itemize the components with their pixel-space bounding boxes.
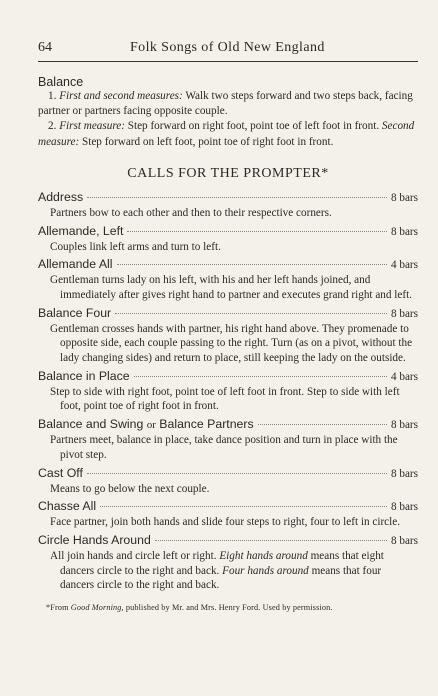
call-desc-emphasis-1: Eight hands around [219,549,308,562]
call-entry [38,466,418,497]
call-description: Face partner, join both hands and slide four steps to right, four to left in circle. [50,516,401,529]
balance-para1-text: Walk two steps forward and two steps back, facing partner or partners facing opposite couple. [38,90,413,118]
dot-leader [127,231,387,232]
call-bars: 4 bars [390,370,418,383]
footnote-rest: published by Mr. and Mrs. Henry Ford. Used by permission. [125,603,333,613]
dot-leader [115,313,387,314]
call-desc-part-c: means that eight dancers circle to the right and back. [60,549,384,577]
dot-leader [87,197,387,198]
call-description [38,549,418,593]
balance-para2-text-1: Step forward on right foot, point toe of left foot in front. [127,120,380,133]
call-desc-emphasis-2: Four hands around [222,564,309,577]
call-name: Balance in Place [38,368,130,383]
call-entry [38,499,418,530]
call-bars: 8 bars [390,501,418,514]
call-line [38,466,418,482]
call-name-or: or [146,419,156,432]
call-line [38,533,418,549]
call-line [38,257,418,273]
footnote-prefix: *From [46,603,69,613]
call-name: Allemande, Left [38,223,124,238]
balance-heading: Balance [38,75,84,89]
balance-para1-label: First and second measures: [59,90,183,102]
call-name: Allemande All [38,257,113,272]
dot-leader [117,264,387,265]
call-desc-part-a: All join hands and circle left or right. [50,549,217,562]
call-line [38,369,418,385]
call-description: Gentleman crosses hands with partner, his right hand above. They promenade to opposite side, each couple passing to the right. Turn (as on a pivot, without the lady changing sides) and return to place, still keeping the lady on the outside. [50,322,413,365]
call-description: Gentleman turns lady on his left, with his and her left hands joined, and immediately after gives right hand to partner and executes grand right and left. [50,274,412,301]
call-line [38,417,418,433]
dot-leader [258,424,387,425]
call-name [38,417,254,433]
dot-leader [100,506,387,507]
call-description: Step to side with right foot, point toe of left foot in front. Step to side with left foot, point toe of right foot in front. [50,385,400,413]
call-name: Cast Off [38,465,83,480]
call-entry [38,369,418,414]
call-name: Balance Four [38,305,112,320]
call-bars: 8 bars [390,307,418,320]
balance-paragraph-1 [38,89,418,119]
balance-para2-text-2: Step forward on left foot, point toe of right foot in front. [82,135,334,148]
call-name: Address [38,189,84,204]
call-entry [38,190,418,221]
dot-leader [87,473,387,474]
call-entry [38,257,418,302]
balance-para1-number: 1. [48,90,57,102]
call-name: Chasse All [38,499,97,514]
page [38,40,418,612]
call-description: Partners bow to each other and then to their respective corners. [50,206,332,219]
call-entry [38,306,418,366]
book-title: Folk Songs of Old New England [130,40,325,55]
running-head [38,40,418,58]
call-line [38,190,418,206]
call-description: Partners meet, balance in place, take dance position and turn in place with the pivot step. [50,434,398,461]
balance-para2-label-1: First measure: [59,120,125,133]
call-entry [38,224,418,255]
dot-leader [134,376,387,377]
call-name-part-b: Balance Partners [159,417,254,432]
balance-para2-number: 2. [48,120,57,133]
call-bars: 8 bars [390,225,418,238]
balance-para2-label-2: Second measure: [38,120,415,148]
dot-leader [155,540,387,541]
footnote-source: Good Morning, [70,603,124,613]
call-line [38,306,418,322]
call-description: Couples link left arms and turn to left. [50,240,221,253]
call-bars: 8 bars [390,419,418,432]
call-desc-part-e: means that four dancers circle to the right and back. [60,564,382,592]
call-line [38,224,418,240]
balance-paragraph-2 [38,119,418,149]
call-bars: 8 bars [390,467,418,480]
footnote [38,603,418,612]
header-rule [38,61,418,62]
calls-title: CALLS FOR THE PROMPTER* [127,165,329,181]
call-bars: 8 bars [390,191,418,204]
call-entry [38,417,418,462]
call-name-part-a: Balance and Swing [38,417,144,432]
call-description: Means to go below the next couple. [50,482,210,495]
call-bars: 4 bars [390,259,418,272]
call-name: Circle Hands Around [38,532,151,547]
call-bars: 8 bars [390,534,418,547]
call-line [38,499,418,515]
call-entry [38,533,418,593]
page-number: 64 [38,40,52,55]
